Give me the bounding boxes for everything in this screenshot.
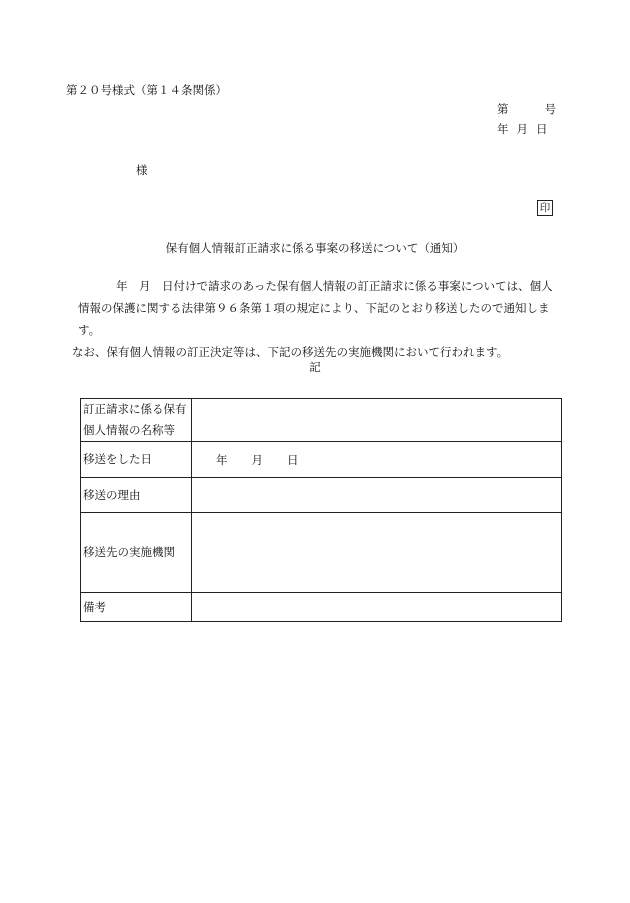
issue-date-year: 年 [497, 122, 509, 136]
row-label-destination-agency: 移送先の実施機関 [81, 513, 192, 593]
row-label-line: 個人情報の名称等 [83, 423, 175, 437]
transfer-date-year: 年 [216, 452, 228, 467]
document-title: 保有個人情報訂正請求に係る事案の移送について（通知） [165, 241, 465, 255]
transfer-date-day: 日 [287, 452, 299, 467]
remarks-field [192, 593, 562, 622]
row-label-transfer-reason: 移送の理由 [81, 478, 192, 513]
table-row [81, 593, 562, 622]
table-row [81, 399, 562, 442]
document-number [497, 101, 556, 117]
seal-mark: 印 [537, 200, 553, 216]
transfer-date-field [192, 442, 562, 478]
table-row [81, 478, 562, 513]
form-number: 第２０号様式（第１４条関係） [66, 83, 227, 97]
row-label-transfer-date: 移送をした日 [81, 442, 192, 478]
body-paragraph-2: なお、保有個人情報の訂正決定等は、下記の移送先の実施機関において行われます。 [72, 345, 509, 359]
record-name-field [192, 399, 562, 442]
issue-date-month: 月 [516, 122, 528, 136]
details-table [80, 398, 562, 622]
destination-agency-field [192, 513, 562, 593]
transfer-reason-field [192, 478, 562, 513]
issue-date-day: 日 [536, 122, 548, 136]
addressee: 様 [136, 163, 148, 177]
doc-no-suffix: 号 [544, 102, 556, 116]
table-row [81, 442, 562, 478]
ki-heading: 記 [309, 360, 321, 374]
body-text [72, 275, 560, 363]
table-row [81, 513, 562, 593]
doc-no-prefix: 第 [497, 102, 509, 116]
row-label-line: 訂正請求に係る保有 [83, 402, 187, 416]
row-label-remarks: 備考 [81, 593, 192, 622]
issue-date [497, 121, 548, 137]
body-paragraph-1: 年 月 日付けで請求のあった保有個人情報の訂正請求に係る事案については、個人情報の保護に関する法律第９６条第１項の規定により、下記のとおり移送したので通知します。 [78, 279, 553, 337]
row-label-record-name [81, 399, 192, 442]
transfer-date-month: 月 [251, 452, 263, 467]
